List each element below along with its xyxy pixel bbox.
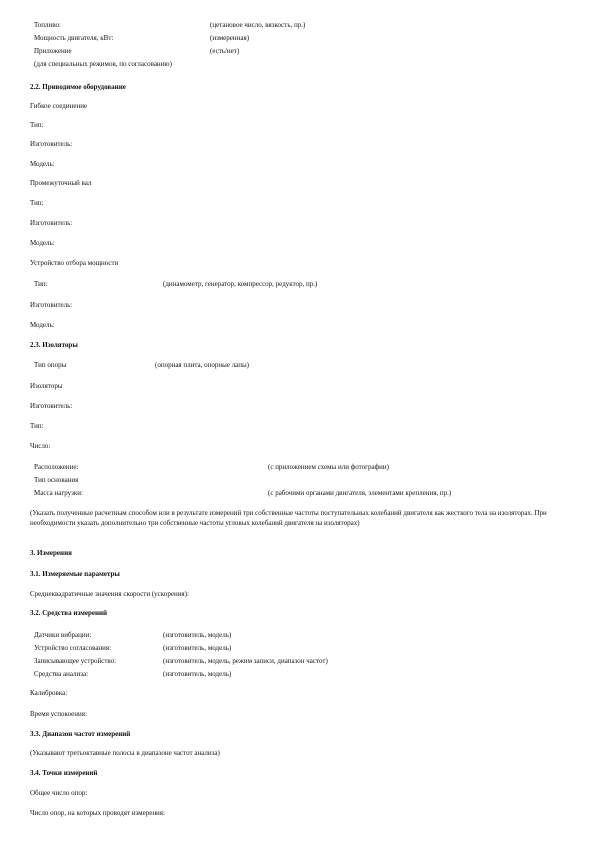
pto-type-field: Тип: xyxy=(34,280,48,288)
support-type-hint: (опорная плита, опорные лапы) xyxy=(155,361,249,369)
power-label: Мощность двигателя, кВт: xyxy=(34,34,114,42)
location-hint: (с приложением схемы или фотографии) xyxy=(268,463,389,471)
instrument-label: Средства анализа: xyxy=(34,670,89,678)
isolator-count-field: Число: xyxy=(30,442,51,450)
coupling-type-field: Тип: xyxy=(30,121,44,129)
isolator-note: (Указать полученные расчетным способом или в результате измерений три собственные частоты поступательных колебаний двигателя как жесткого тела на изоляторах. При необходимости указать дополнительно три собственные частоты угловых колебаний двигателя на изоляторах) xyxy=(30,509,547,527)
inter-shaft-label: Промежуточный вал xyxy=(30,179,92,187)
base-type-field: Тип основания xyxy=(34,476,79,484)
support-type-field: Тип опоры xyxy=(34,361,67,369)
attachment-label: Приложение xyxy=(34,47,72,55)
instrument-hint: (изготовитель, модель) xyxy=(163,644,232,652)
location-field: Расположение: xyxy=(34,463,79,471)
section-3-1-heading: 3.1. Измеряемые параметры xyxy=(30,570,120,578)
shaft-type-field: Тип: xyxy=(30,199,44,207)
isolators-label: Изоляторы xyxy=(30,382,63,390)
section-3-heading: 3. Измерения xyxy=(30,549,72,557)
calibration-field: Калибровка: xyxy=(30,689,68,697)
section-3-4-heading: 3.4. Точки измерений xyxy=(30,769,98,777)
shaft-model-field: Модель: xyxy=(30,239,55,247)
instrument-hint: (изготовитель, модель, режим записи, диапазон частот) xyxy=(163,657,328,665)
isolator-type-field: Тип: xyxy=(30,422,44,430)
attachment-hint: (есть/нет) xyxy=(210,47,240,55)
measured-params-field: Среднеквадратичные значения скорости (ускорения): xyxy=(30,590,189,598)
instrument-label: Устройство согласования: xyxy=(34,644,112,652)
total-supports-field: Общее число опор: xyxy=(30,789,88,797)
warmup-field: Время успокоения: xyxy=(30,710,87,718)
range-note: (Указывают третьоктавные полосы в диапазоне частот анализа) xyxy=(30,749,220,757)
instrument-hint: (изготовитель, модель) xyxy=(163,631,232,639)
coupling-maker-field: Изготовитель: xyxy=(30,140,73,148)
pto-maker-field: Изготовитель: xyxy=(30,301,73,309)
instrument-label: Записывающее устройство: xyxy=(34,657,117,665)
section-3-3-heading: 3.3. Диапазон частот измерений xyxy=(30,730,131,738)
flex-coupling-label: Гибкое соединение xyxy=(30,102,88,110)
section-2-3-heading: 2.3. Изоляторы xyxy=(30,341,78,349)
isolator-maker-field: Изготовитель: xyxy=(30,402,73,410)
load-mass-hint: (с рабочими органами двигателя, элементами крепления, пр.) xyxy=(268,489,452,497)
attachment-note: (для специальных режимов, по согласованию) xyxy=(34,60,172,68)
load-mass-field: Масса нагрузки: xyxy=(34,489,83,497)
fuel-label: Топливо: xyxy=(34,21,61,29)
pto-model-field: Модель: xyxy=(30,321,55,329)
section-3-2-heading: 3.2. Средства измерений xyxy=(30,609,108,617)
shaft-maker-field: Изготовитель: xyxy=(30,219,73,227)
pto-label: Устройство отбора мощности xyxy=(30,259,119,267)
measured-supports-field: Число опор, на которых проводят измерения: xyxy=(30,809,165,817)
pto-type-hint: (динамометр, генератор, компрессор, редуктор, пр.) xyxy=(163,280,318,288)
fuel-hint: (цетановое число, вязкость, пр.) xyxy=(210,21,306,29)
instrument-hint: (изготовитель, модель) xyxy=(163,670,232,678)
section-2-2-heading: 2.2. Приводимое оборудование xyxy=(30,83,126,91)
coupling-model-field: Модель: xyxy=(30,160,55,168)
instrument-label: Датчики вибрации: xyxy=(34,631,92,639)
power-hint: (измеренная) xyxy=(210,34,250,42)
